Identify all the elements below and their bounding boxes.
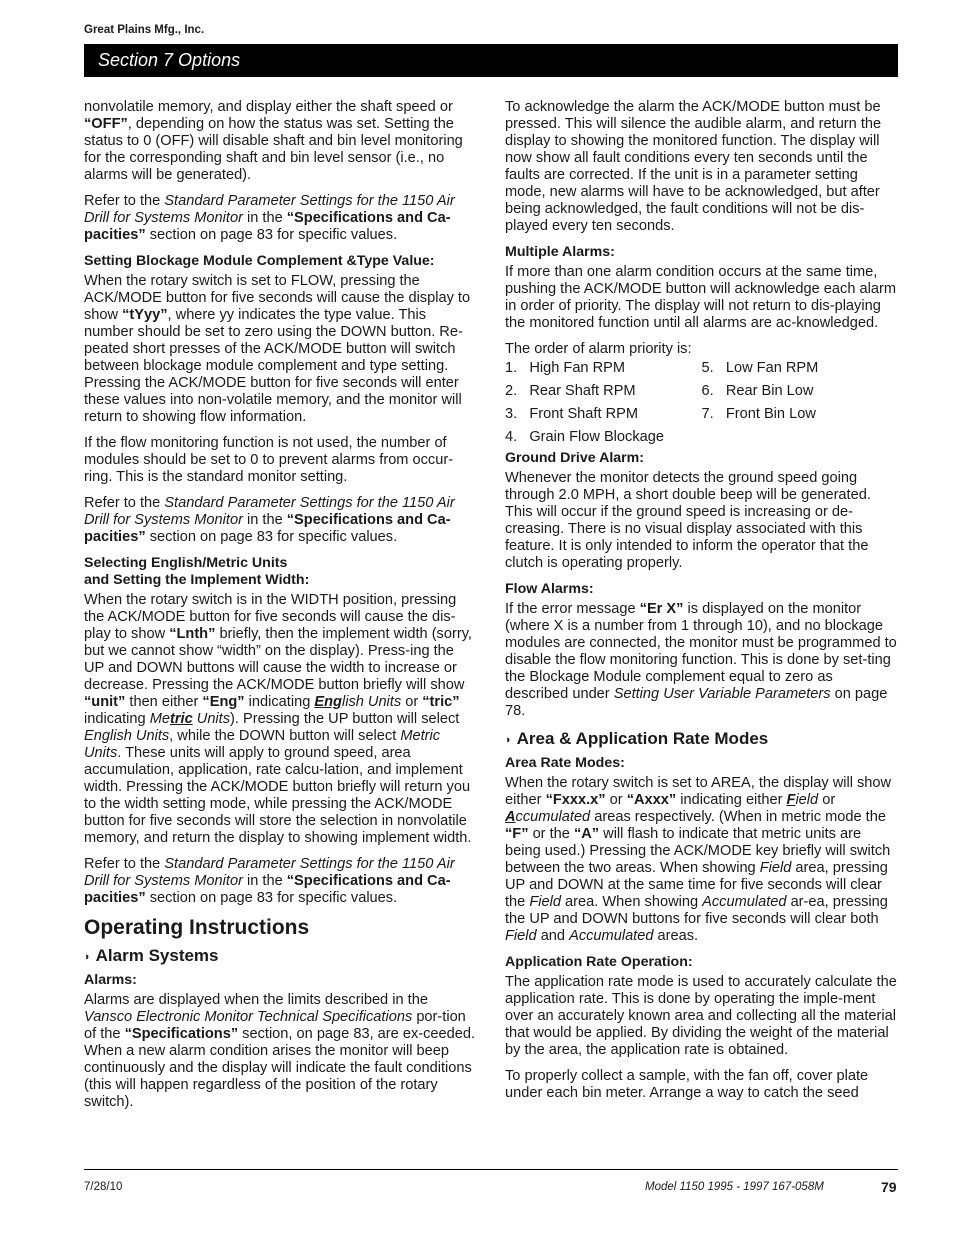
left-column bbox=[84, 99, 476, 1120]
subheading-flow-alarms: Flow Alarms: bbox=[505, 581, 594, 597]
paragraph: Alarms are displayed when the limits described in the Vansco Electronic Monitor Technical Specifications por-tion of the “Specifications” section, on page 83, are ex-ceeded. When a new alarm condition arises the monitor will beep continuously and the display will indicate the fault conditions (this will happen regardless of the position of the rotary switch). bbox=[84, 992, 476, 1110]
heading-text: Alarm Systems bbox=[95, 946, 219, 965]
paragraph: To properly collect a sample, with the fan off, cover plate under each bin meter. Arrange a way to catch the seed bbox=[505, 1068, 869, 1101]
priority-intro: The order of alarm priority is: bbox=[505, 341, 692, 357]
paragraph: If more than one alarm condition occurs at the same time, pushing the ACK/MODE button will acknowledge each alarm in order of priority. The display will not return to dis-playing the monitored function until all alarms are ac-knowledged. bbox=[505, 264, 896, 331]
footer-date: 7/28/10 bbox=[84, 1181, 123, 1193]
bullet-icon: ◗ bbox=[84, 951, 91, 963]
heading-operating-instructions: Operating Instructions bbox=[84, 916, 310, 939]
paragraph: When the rotary switch is set to AREA, the display will show either “Fxxx.x” or “Axxx” indicating either Field or Accumulated areas respectively. (When in metric mode the “F” or the “A” will flash to indicate that metric units are being used.) Pressing the ACK/MODE key briefly will switch between the two areas. When showing Field area, pressing UP and DOWN at the same time for five seconds will clear the Field area. When showing Accumulated ar-ea, pressing the UP and DOWN buttons for five seconds will clear both Field and Accumulated areas. bbox=[505, 775, 892, 944]
priority-item: 2. Rear Shaft RPM bbox=[505, 383, 636, 399]
priority-column-right bbox=[702, 360, 899, 452]
paragraph: nonvolatile memory, and display either the shaft speed or “OFF”, depending on how the status was set. Setting the status to 0 (OFF) will disable shaft and bin level monitoring for the corresponding shaft and bin level sensor (i.e., no alarms will be generated). bbox=[84, 99, 463, 183]
priority-item: 3. Front Shaft RPM bbox=[505, 406, 639, 422]
subheading-blockage: Setting Blockage Module Complement &Type Value: bbox=[84, 253, 435, 269]
priority-column-left bbox=[505, 360, 702, 452]
heading-area-application bbox=[505, 729, 898, 751]
heading-text: Area & Application Rate Modes bbox=[516, 729, 769, 748]
paragraph: Refer to the Standard Parameter Settings for the 1150 Air Drill for Systems Monitor in the “Specifications and Ca-pacities” section on page 83 for specific values. bbox=[84, 193, 455, 243]
paragraph: Refer to the Standard Parameter Settings for the 1150 Air Drill for Systems Monitor in the “Specifications and Ca-pacities” section on page 83 for specific values. bbox=[84, 856, 455, 906]
priority-item: 1. High Fan RPM bbox=[505, 360, 626, 376]
priority-item: 5. Low Fan RPM bbox=[701, 360, 819, 376]
subheading-application-rate: Application Rate Operation: bbox=[505, 954, 693, 970]
company-name: Great Plains Mfg., Inc. bbox=[84, 24, 205, 36]
priority-item: 7. Front Bin Low bbox=[701, 406, 816, 422]
paragraph: Whenever the monitor detects the ground speed going through 2.0 MPH, a short double beep will be generated. This will occur if the ground speed is increasing or de-creasing. There is no visual display associated with this feature. It is only intended to inform the operator that the clutch is operating properly. bbox=[505, 470, 871, 571]
section-title: Section 7 Options bbox=[98, 50, 241, 70]
paragraph: When the rotary switch is set to FLOW, pressing the ACK/MODE button for five seconds will cause the display to show “tYyy”, where yy indicates the type value. This number should be set to zero using the DOWN button. Re-peated short presses of the ACK/MODE button will switch between blockage module complement and type setting. Pressing the ACK/MODE button for five seconds will enter these values into non-volatile memory, and the monitor will return to showing flow information. bbox=[84, 273, 471, 425]
paragraph: If the error message “Er X” is displayed on the monitor (where X is a number from 1 through 10), and no blockage modules are connected, the monitor must be programmed to disable the flow monitoring function. This is done by set-ting the Blockage Module complement equal to zero as described under Setting User Variable Parameters on page 78. bbox=[505, 601, 897, 719]
subheading-width: and Setting the Implement Width: bbox=[84, 572, 310, 588]
paragraph: If the flow monitoring function is not used, the number of modules should be set to 0 to prevent alarms from occur-ring. This is the standard monitor setting. bbox=[84, 435, 454, 485]
priority-item: 4. Grain Flow Blockage bbox=[505, 429, 664, 445]
footer-model: Model 1150 1995 - 1997 167-058M bbox=[645, 1181, 824, 1193]
paragraph: To acknowledge the alarm the ACK/MODE button must be pressed. This will silence the audible alarm, and return the display to showing the monitored function. The display will now show all fault conditions every ten seconds until the faults are corrected. If the unit is in a parameter setting mode, new alarms will have to be acknowledged, but after being acknowledged, the fault conditions will not be dis-played every ten seconds. bbox=[505, 99, 882, 234]
subheading-ground-drive: Ground Drive Alarm: bbox=[505, 450, 645, 466]
paragraph: The application rate mode is used to accurately calculate the application rate. This is done by operating the imple-ment over an accurately known area and collecting all the material that would be applied. By dividing the weight of the material by the area, the application rate is obtained. bbox=[505, 974, 897, 1058]
subheading-area-rate: Area Rate Modes: bbox=[505, 755, 625, 771]
subheading-units: Selecting English/Metric Units bbox=[84, 555, 288, 571]
footer-rule bbox=[84, 1169, 898, 1170]
priority-list bbox=[505, 360, 898, 452]
bullet-icon: ◗ bbox=[505, 734, 512, 746]
paragraph: When the rotary switch is in the WIDTH position, pressing the ACK/MODE button for five seconds will cause the dis-play to show “Lnth” briefly, then the implement width (sorry, but we cannot show “width” on the display). Press-ing the UP and DOWN buttons will cause the width to increase or decrease. Pressing the ACK/MODE button briefly will show “unit” then either “Eng” indicating English Units or “tric” indicating Metric Units). Pressing the UP button will select English Units, while the DOWN button will select Metric Units. These units will apply to ground speed, area accumulation, application, rate calcu-lation, and implement width. Pressing the ACK/MODE button briefly will return you to the width setting mode, while pressing the ACK/MODE button for five seconds will store the selection in nonvolatile memory, and return the display to showing implement width. bbox=[84, 592, 472, 846]
subheading-alarms: Alarms: bbox=[84, 972, 137, 988]
subheading-multiple-alarms: Multiple Alarms: bbox=[505, 244, 615, 260]
heading-alarm-systems bbox=[84, 946, 476, 968]
section-title-bar bbox=[84, 44, 898, 77]
right-column bbox=[505, 99, 898, 1111]
paragraph: Refer to the Standard Parameter Settings for the 1150 Air Drill for Systems Monitor in the “Specifications and Ca-pacities” section on page 83 for specific values. bbox=[84, 495, 455, 545]
priority-item: 6. Rear Bin Low bbox=[701, 383, 814, 399]
page-number: 79 bbox=[881, 1179, 897, 1195]
